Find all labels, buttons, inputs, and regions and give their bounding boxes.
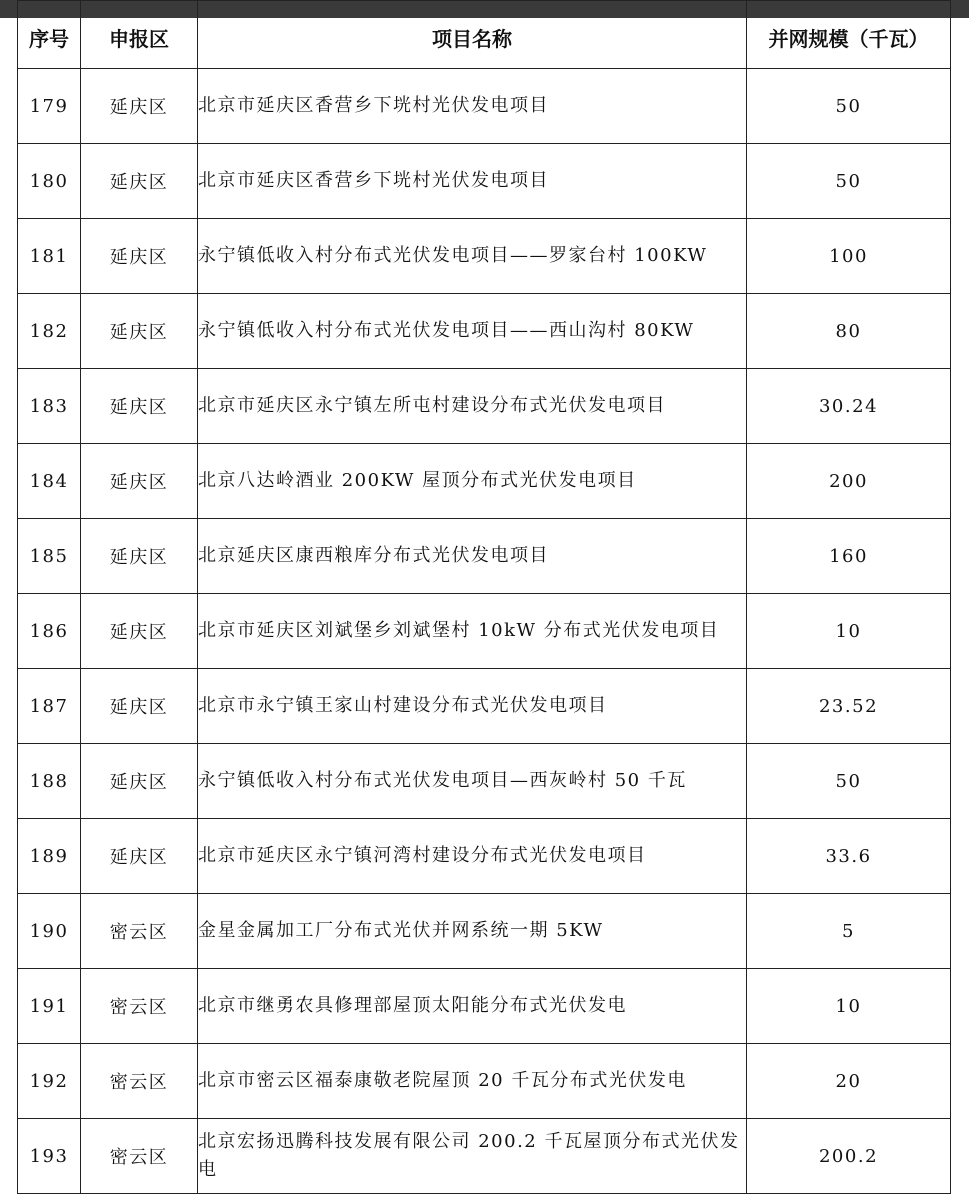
row-index: 191 bbox=[18, 969, 81, 1044]
row-index: 180 bbox=[18, 144, 81, 219]
row-district: 延庆区 bbox=[81, 369, 198, 444]
row-index: 193 bbox=[18, 1119, 81, 1194]
row-district: 延庆区 bbox=[81, 294, 198, 369]
row-capacity: 23.52 bbox=[747, 669, 951, 744]
row-capacity: 160 bbox=[747, 519, 951, 594]
row-district: 延庆区 bbox=[81, 744, 198, 819]
row-project-name: 北京市永宁镇王家山村建设分布式光伏发电项目 bbox=[198, 669, 747, 744]
header-index: 序号 bbox=[18, 1, 81, 69]
row-index: 183 bbox=[18, 369, 81, 444]
table-row bbox=[18, 594, 951, 669]
row-capacity: 30.24 bbox=[747, 369, 951, 444]
row-district: 密云区 bbox=[81, 894, 198, 969]
table-row bbox=[18, 969, 951, 1044]
row-capacity: 10 bbox=[747, 594, 951, 669]
row-index: 187 bbox=[18, 669, 81, 744]
row-index: 185 bbox=[18, 519, 81, 594]
row-capacity: 20 bbox=[747, 1044, 951, 1119]
table-row bbox=[18, 69, 951, 144]
row-district: 延庆区 bbox=[81, 69, 198, 144]
row-capacity: 80 bbox=[747, 294, 951, 369]
project-table bbox=[17, 0, 951, 1194]
table-row bbox=[18, 1044, 951, 1119]
row-index: 186 bbox=[18, 594, 81, 669]
table-header-row bbox=[18, 1, 951, 69]
row-district: 延庆区 bbox=[81, 519, 198, 594]
row-project-name: 永宁镇低收入村分布式光伏发电项目——西山沟村 80KW bbox=[198, 294, 747, 369]
row-project-name: 金星金属加工厂分布式光伏并网系统一期 5KW bbox=[198, 894, 747, 969]
row-capacity: 33.6 bbox=[747, 819, 951, 894]
row-district: 延庆区 bbox=[81, 669, 198, 744]
row-district: 延庆区 bbox=[81, 219, 198, 294]
row-district: 延庆区 bbox=[81, 819, 198, 894]
row-district: 密云区 bbox=[81, 1044, 198, 1119]
table-row bbox=[18, 819, 951, 894]
row-project-name: 永宁镇低收入村分布式光伏发电项目——罗家台村 100KW bbox=[198, 219, 747, 294]
row-index: 189 bbox=[18, 819, 81, 894]
row-index: 182 bbox=[18, 294, 81, 369]
table-row bbox=[18, 894, 951, 969]
table-row bbox=[18, 519, 951, 594]
row-capacity: 50 bbox=[747, 69, 951, 144]
row-project-name: 北京市延庆区香营乡下垙村光伏发电项目 bbox=[198, 69, 747, 144]
row-project-name: 北京延庆区康西粮库分布式光伏发电项目 bbox=[198, 519, 747, 594]
table-row bbox=[18, 144, 951, 219]
header-capacity: 并网规模（千瓦） bbox=[747, 1, 951, 69]
row-capacity: 200 bbox=[747, 444, 951, 519]
row-index: 188 bbox=[18, 744, 81, 819]
row-capacity: 200.2 bbox=[747, 1119, 951, 1194]
row-capacity: 50 bbox=[747, 144, 951, 219]
row-project-name: 北京宏扬迅腾科技发展有限公司 200.2 千瓦屋顶分布式光伏发电 bbox=[198, 1119, 747, 1194]
row-project-name: 北京市继勇农具修理部屋顶太阳能分布式光伏发电 bbox=[198, 969, 747, 1044]
row-project-name: 北京八达岭酒业 200KW 屋顶分布式光伏发电项目 bbox=[198, 444, 747, 519]
row-district: 密云区 bbox=[81, 969, 198, 1044]
row-project-name: 北京市延庆区刘斌堡乡刘斌堡村 10kW 分布式光伏发电项目 bbox=[198, 594, 747, 669]
row-capacity: 50 bbox=[747, 744, 951, 819]
table-row bbox=[18, 744, 951, 819]
row-index: 181 bbox=[18, 219, 81, 294]
table-row bbox=[18, 219, 951, 294]
row-project-name: 北京市密云区福泰康敬老院屋顶 20 千瓦分布式光伏发电 bbox=[198, 1044, 747, 1119]
table-row bbox=[18, 1119, 951, 1194]
row-project-name: 永宁镇低收入村分布式光伏发电项目—西灰岭村 50 千瓦 bbox=[198, 744, 747, 819]
row-capacity: 5 bbox=[747, 894, 951, 969]
table-row bbox=[18, 294, 951, 369]
row-district: 延庆区 bbox=[81, 594, 198, 669]
header-project-name: 项目名称 bbox=[198, 1, 747, 69]
row-district: 密云区 bbox=[81, 1119, 198, 1194]
row-index: 184 bbox=[18, 444, 81, 519]
row-district: 延庆区 bbox=[81, 444, 198, 519]
header-district: 申报区 bbox=[81, 1, 198, 69]
row-index: 192 bbox=[18, 1044, 81, 1119]
row-index: 179 bbox=[18, 69, 81, 144]
row-project-name: 北京市延庆区香营乡下垙村光伏发电项目 bbox=[198, 144, 747, 219]
row-district: 延庆区 bbox=[81, 144, 198, 219]
row-project-name: 北京市延庆区永宁镇左所屯村建设分布式光伏发电项目 bbox=[198, 369, 747, 444]
table-row bbox=[18, 669, 951, 744]
table-row bbox=[18, 444, 951, 519]
row-project-name: 北京市延庆区永宁镇河湾村建设分布式光伏发电项目 bbox=[198, 819, 747, 894]
row-index: 190 bbox=[18, 894, 81, 969]
row-capacity: 10 bbox=[747, 969, 951, 1044]
row-capacity: 100 bbox=[747, 219, 951, 294]
table-row bbox=[18, 369, 951, 444]
